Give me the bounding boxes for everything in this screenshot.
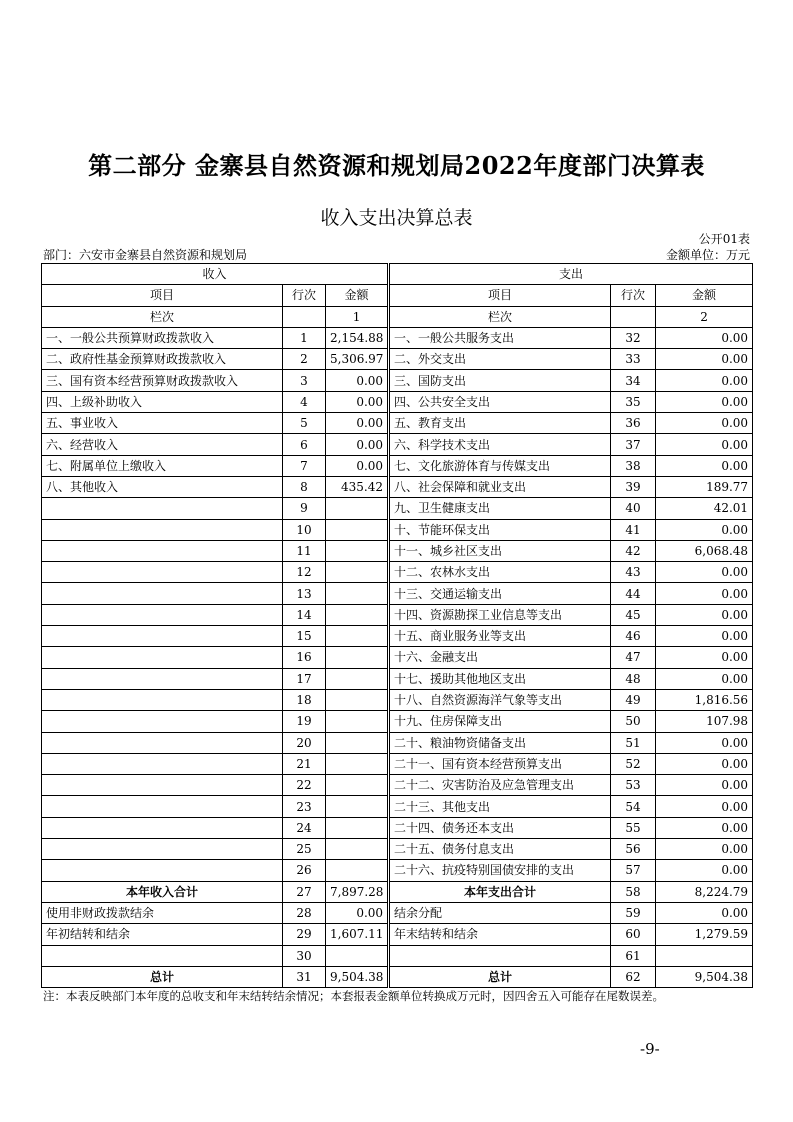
income-item: 本年收入合计 xyxy=(42,881,283,902)
table-row xyxy=(42,775,753,796)
expense-item-header: 项目 xyxy=(389,285,611,306)
income-amount xyxy=(326,817,389,838)
income-item: 二、政府性基金预算财政拨款收入 xyxy=(42,349,283,370)
expense-row-number: 59 xyxy=(611,902,656,923)
table-row xyxy=(42,370,753,391)
table-row xyxy=(42,626,753,647)
income-item: 七、附属单位上缴收入 xyxy=(42,455,283,476)
expense-item: 十、节能环保支出 xyxy=(389,519,611,540)
income-item xyxy=(42,945,283,966)
expense-item: 结余分配 xyxy=(389,902,611,923)
income-amount xyxy=(326,796,389,817)
income-item: 四、上级补助收入 xyxy=(42,391,283,412)
expense-row-number: 58 xyxy=(611,881,656,902)
expense-item: 九、卫生健康支出 xyxy=(389,498,611,519)
income-amount-header: 金额 xyxy=(326,285,389,306)
table-row xyxy=(42,796,753,817)
total-row xyxy=(42,966,753,987)
expense-amount: 1,279.59 xyxy=(656,924,753,945)
income-item xyxy=(42,817,283,838)
income-item xyxy=(42,498,283,519)
expense-amount: 0.00 xyxy=(656,732,753,753)
income-amount xyxy=(326,839,389,860)
income-amount xyxy=(326,519,389,540)
expense-item: 三、国防支出 xyxy=(389,370,611,391)
income-amount xyxy=(326,860,389,881)
expense-row-number: 55 xyxy=(611,817,656,838)
expense-item xyxy=(389,945,611,966)
expense-amount: 0.00 xyxy=(656,455,753,476)
expense-row-number: 60 xyxy=(611,924,656,945)
income-row-number: 27 xyxy=(283,881,326,902)
expense-amount: 0.00 xyxy=(656,647,753,668)
income-item xyxy=(42,583,283,604)
header-row-columns xyxy=(42,285,753,306)
expense-amount: 0.00 xyxy=(656,817,753,838)
income-row-number: 11 xyxy=(283,540,326,561)
income-row-number: 7 xyxy=(283,455,326,476)
income-amount xyxy=(326,775,389,796)
table-row xyxy=(42,732,753,753)
expense-amount: 0.00 xyxy=(656,753,753,774)
expense-item: 二十一、国有资本经营预算支出 xyxy=(389,753,611,774)
expense-row-number: 43 xyxy=(611,562,656,583)
income-item xyxy=(42,519,283,540)
income-item xyxy=(42,796,283,817)
expense-amount: 0.00 xyxy=(656,391,753,412)
income-item xyxy=(42,647,283,668)
table-row xyxy=(42,902,753,923)
expense-amount: 42.01 xyxy=(656,498,753,519)
income-amount xyxy=(326,626,389,647)
expense-item: 二十五、债务付息支出 xyxy=(389,839,611,860)
header-row-section xyxy=(42,264,753,285)
expense-item: 十三、交通运输支出 xyxy=(389,583,611,604)
income-amount: 435.42 xyxy=(326,476,389,497)
expense-row-number: 53 xyxy=(611,775,656,796)
expense-row-number: 33 xyxy=(611,349,656,370)
expense-row-number: 56 xyxy=(611,839,656,860)
expense-row-number: 35 xyxy=(611,391,656,412)
expense-row-number: 62 xyxy=(611,966,656,987)
income-item: 三、国有资本经营预算财政拨款收入 xyxy=(42,370,283,391)
income-item-header: 项目 xyxy=(42,285,283,306)
expense-amount: 0.00 xyxy=(656,860,753,881)
expense-amount: 0.00 xyxy=(656,519,753,540)
expense-row-number: 46 xyxy=(611,626,656,647)
table-number: 公开01表 xyxy=(698,232,750,246)
income-row-number: 2 xyxy=(283,349,326,370)
expense-row-number: 37 xyxy=(611,434,656,455)
table-row xyxy=(42,434,753,455)
expense-amount: 0.00 xyxy=(656,775,753,796)
expense-row-number: 48 xyxy=(611,668,656,689)
expense-row-number: 52 xyxy=(611,753,656,774)
income-header: 收入 xyxy=(42,264,389,285)
income-amount xyxy=(326,583,389,604)
income-row-number: 4 xyxy=(283,391,326,412)
expense-item: 十九、住房保障支出 xyxy=(389,711,611,732)
table-row xyxy=(42,391,753,412)
income-row-number: 24 xyxy=(283,817,326,838)
expense-col-number: 2 xyxy=(656,306,753,327)
income-row-number: 6 xyxy=(283,434,326,455)
expense-item: 七、文化旅游体育与传媒支出 xyxy=(389,455,611,476)
income-row-number: 14 xyxy=(283,604,326,625)
income-row-number: 10 xyxy=(283,519,326,540)
income-amount xyxy=(326,732,389,753)
income-row-number: 17 xyxy=(283,668,326,689)
expense-item: 年末结转和结余 xyxy=(389,924,611,945)
expense-row-number: 50 xyxy=(611,711,656,732)
expense-item: 八、社会保障和就业支出 xyxy=(389,476,611,497)
table-row xyxy=(42,498,753,519)
income-row-number: 19 xyxy=(283,711,326,732)
income-amount: 2,154.88 xyxy=(326,327,389,348)
expense-amount: 0.00 xyxy=(656,604,753,625)
table-row xyxy=(42,753,753,774)
income-row-number: 12 xyxy=(283,562,326,583)
unit-label: 金额单位：万元 xyxy=(665,248,750,262)
income-row-number: 25 xyxy=(283,839,326,860)
expense-row-number: 61 xyxy=(611,945,656,966)
expense-item: 五、教育支出 xyxy=(389,413,611,434)
income-row-number: 15 xyxy=(283,626,326,647)
budget-table xyxy=(41,263,753,988)
income-amount: 0.00 xyxy=(326,455,389,476)
income-row-number: 3 xyxy=(283,370,326,391)
income-item xyxy=(42,626,283,647)
expense-item: 十二、农林水支出 xyxy=(389,562,611,583)
income-amount xyxy=(326,647,389,668)
expense-amount: 0.00 xyxy=(656,327,753,348)
expense-item: 二十二、灾害防治及应急管理支出 xyxy=(389,775,611,796)
table-row xyxy=(42,327,753,348)
expense-item: 二十、粮油物资储备支出 xyxy=(389,732,611,753)
expense-amount: 0.00 xyxy=(656,413,753,434)
expense-amount: 0.00 xyxy=(656,668,753,689)
expense-amount: 107.98 xyxy=(656,711,753,732)
expense-item: 十六、金融支出 xyxy=(389,647,611,668)
income-row-number: 29 xyxy=(283,924,326,945)
table-row xyxy=(42,860,753,881)
income-amount xyxy=(326,540,389,561)
expense-item: 二十六、抗疫特别国债安排的支出 xyxy=(389,860,611,881)
expense-row-number: 34 xyxy=(611,370,656,391)
expense-row-number: 42 xyxy=(611,540,656,561)
table-row xyxy=(42,519,753,540)
income-row-number: 26 xyxy=(283,860,326,881)
table-row xyxy=(42,455,753,476)
expense-item: 十七、援助其他地区支出 xyxy=(389,668,611,689)
expense-amount: 0.00 xyxy=(656,583,753,604)
expense-amount: 0.00 xyxy=(656,370,753,391)
table-row xyxy=(42,945,753,966)
income-amount xyxy=(326,753,389,774)
expense-amount: 9,504.38 xyxy=(656,966,753,987)
income-row-header: 行次 xyxy=(283,285,326,306)
table-row xyxy=(42,476,753,497)
expense-lanci-blank xyxy=(611,306,656,327)
expense-amount-header: 金额 xyxy=(656,285,753,306)
income-row-number: 18 xyxy=(283,689,326,710)
table-row xyxy=(42,604,753,625)
income-amount xyxy=(326,689,389,710)
income-item xyxy=(42,732,283,753)
table-row xyxy=(42,540,753,561)
income-item: 八、其他收入 xyxy=(42,476,283,497)
expense-amount: 0.00 xyxy=(656,434,753,455)
income-item: 年初结转和结余 xyxy=(42,924,283,945)
income-amount xyxy=(326,668,389,689)
income-amount: 5,306.97 xyxy=(326,349,389,370)
income-col-number: 1 xyxy=(326,306,389,327)
income-item: 总计 xyxy=(42,966,283,987)
income-item xyxy=(42,562,283,583)
income-amount: 1,607.11 xyxy=(326,924,389,945)
expense-item: 六、科学技术支出 xyxy=(389,434,611,455)
income-item xyxy=(42,839,283,860)
income-row-number: 8 xyxy=(283,476,326,497)
table-row xyxy=(42,839,753,860)
income-amount xyxy=(326,562,389,583)
income-item xyxy=(42,711,283,732)
income-row-number: 23 xyxy=(283,796,326,817)
table-title: 收入支出决算总表 xyxy=(320,207,473,229)
expense-row-number: 45 xyxy=(611,604,656,625)
income-amount: 0.00 xyxy=(326,413,389,434)
expense-amount: 0.00 xyxy=(656,626,753,647)
expense-row-number: 49 xyxy=(611,689,656,710)
expense-row-number: 40 xyxy=(611,498,656,519)
income-item xyxy=(42,860,283,881)
table-row xyxy=(42,817,753,838)
table-row xyxy=(42,711,753,732)
expense-row-number: 39 xyxy=(611,476,656,497)
expense-item: 二、外交支出 xyxy=(389,349,611,370)
income-row-number: 21 xyxy=(283,753,326,774)
income-row-number: 5 xyxy=(283,413,326,434)
expense-item: 十五、商业服务业等支出 xyxy=(389,626,611,647)
expense-item: 二十四、债务还本支出 xyxy=(389,817,611,838)
department-label: 部门：六安市金寨县自然资源和规划局 xyxy=(43,248,248,262)
income-amount xyxy=(326,711,389,732)
income-row-number: 20 xyxy=(283,732,326,753)
income-item xyxy=(42,775,283,796)
income-row-number: 28 xyxy=(283,902,326,923)
expense-row-header: 行次 xyxy=(611,285,656,306)
income-row-number: 16 xyxy=(283,647,326,668)
expense-item: 十一、城乡社区支出 xyxy=(389,540,611,561)
income-row-number: 9 xyxy=(283,498,326,519)
table-row xyxy=(42,924,753,945)
income-item xyxy=(42,753,283,774)
expense-amount: 0.00 xyxy=(656,562,753,583)
expense-row-number: 32 xyxy=(611,327,656,348)
income-item xyxy=(42,604,283,625)
income-item: 六、经营收入 xyxy=(42,434,283,455)
page-number: -9- xyxy=(640,1040,660,1058)
expense-amount: 8,224.79 xyxy=(656,881,753,902)
expense-header: 支出 xyxy=(389,264,753,285)
expense-item: 十四、资源勘探工业信息等支出 xyxy=(389,604,611,625)
table-row xyxy=(42,647,753,668)
expense-amount: 0.00 xyxy=(656,839,753,860)
income-row-number: 1 xyxy=(283,327,326,348)
expense-row-number: 47 xyxy=(611,647,656,668)
expense-row-number: 54 xyxy=(611,796,656,817)
expense-row-number: 51 xyxy=(611,732,656,753)
page-title: 第二部分 金寨县自然资源和规划局2022年度部门决算表 xyxy=(88,151,705,180)
expense-item: 四、公共安全支出 xyxy=(389,391,611,412)
income-amount: 0.00 xyxy=(326,370,389,391)
subtotal-row xyxy=(42,881,753,902)
expense-amount: 0.00 xyxy=(656,796,753,817)
expense-amount: 189.77 xyxy=(656,476,753,497)
expense-item: 总计 xyxy=(389,966,611,987)
expense-lanci: 栏次 xyxy=(389,306,611,327)
income-amount xyxy=(326,945,389,966)
income-amount xyxy=(326,498,389,519)
income-item: 一、一般公共预算财政拨款收入 xyxy=(42,327,283,348)
table-row xyxy=(42,689,753,710)
table-row xyxy=(42,668,753,689)
expense-row-number: 41 xyxy=(611,519,656,540)
expense-amount: 6,068.48 xyxy=(656,540,753,561)
income-lanci: 栏次 xyxy=(42,306,283,327)
income-amount: 0.00 xyxy=(326,391,389,412)
income-item: 五、事业收入 xyxy=(42,413,283,434)
table-row xyxy=(42,413,753,434)
expense-amount: 0.00 xyxy=(656,349,753,370)
expense-item: 本年支出合计 xyxy=(389,881,611,902)
expense-amount xyxy=(656,945,753,966)
income-row-number: 31 xyxy=(283,966,326,987)
income-item xyxy=(42,668,283,689)
expense-row-number: 38 xyxy=(611,455,656,476)
expense-item: 一、一般公共服务支出 xyxy=(389,327,611,348)
expense-item: 十八、自然资源海洋气象等支出 xyxy=(389,689,611,710)
income-row-number: 13 xyxy=(283,583,326,604)
income-item xyxy=(42,689,283,710)
expense-amount: 0.00 xyxy=(656,902,753,923)
footnote: 注：本表反映部门本年度的总收支和年末结转结余情况；本套报表金额单位转换成万元时，因四舍五入可能存在尾数误差。 xyxy=(43,989,664,1003)
expense-amount: 1,816.56 xyxy=(656,689,753,710)
income-lanci-blank xyxy=(283,306,326,327)
header-row-lanci xyxy=(42,306,753,327)
income-amount: 9,504.38 xyxy=(326,966,389,987)
table-row xyxy=(42,562,753,583)
expense-item: 二十三、其他支出 xyxy=(389,796,611,817)
income-amount: 0.00 xyxy=(326,902,389,923)
income-amount: 0.00 xyxy=(326,434,389,455)
expense-row-number: 57 xyxy=(611,860,656,881)
table-row xyxy=(42,583,753,604)
table-row xyxy=(42,349,753,370)
income-row-number: 30 xyxy=(283,945,326,966)
income-row-number: 22 xyxy=(283,775,326,796)
income-item: 使用非财政拨款结余 xyxy=(42,902,283,923)
income-amount xyxy=(326,604,389,625)
income-amount: 7,897.28 xyxy=(326,881,389,902)
income-item xyxy=(42,540,283,561)
expense-row-number: 36 xyxy=(611,413,656,434)
expense-row-number: 44 xyxy=(611,583,656,604)
